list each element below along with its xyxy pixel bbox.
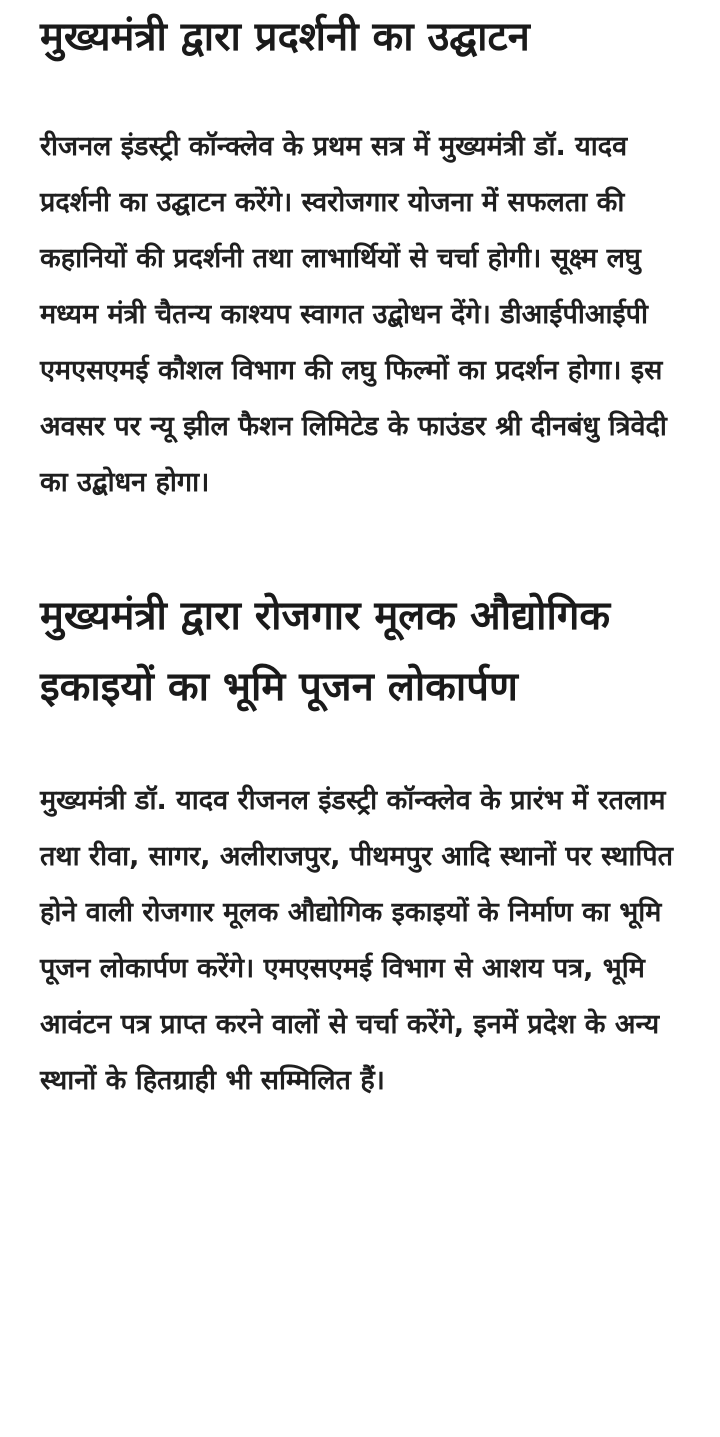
section-heading-bhoomi-pujan: मुख्यमंत्री द्वारा रोजगार मूलक औद्योगिक इकाइयों का भूमि पूजन लोकार्पण (40, 593, 611, 710)
section-body-exhibition-inauguration: रीजनल इंडस्ट्री कॉन्क्लेव के प्रथम सत्र में मुख्यमंत्री डॉ. यादव प्रदर्शनी का उद्घाटन करेंगे। स्वरोजगार योजना में सफलता की कहानियों की प्रदर्शनी तथा लाभार्थियों से चर्चा होगी। सूक्ष्म लघु मध्यम मंत्री चैतन्य काश्यप स्वागत उद्बोधन देंगे। डीआईपीआईपी एमएसएमई कौशल विभाग की लघु फिल्मों का प्रदर्शन होगा। इस अवसर पर न्यू झील फैशन लिमिटेड के फाउंडर श्री दीनबंधु त्रिवेदी का उद्बोधन होगा। (40, 131, 667, 498)
section-body-bhoomi-pujan: मुख्यमंत्री डॉ. यादव रीजनल इंडस्ट्री कॉन्क्लेव के प्रारंभ में रतलाम तथा रीवा, सागर, अलीराजपुर, पीथमपुर आदि स्थानों पर स्थापित होने वाली रोजगार मूलक औद्योगिक इकाइयों के निर्माण का भूमि पूजन लोकार्पण करेंगे। एमएसएमई विभाग से आशय पत्र, भूमि आवंटन पत्र प्राप्त करने वालों से चर्चा करेंगे, इनमें प्रदेश के अन्य स्थानों के हितग्राही भी सम्मिलित हैं। (40, 785, 674, 1096)
section-heading-exhibition-inauguration: मुख्यमंत्री द्वारा प्रदर्शनी का उद्घाटन (40, 14, 530, 60)
